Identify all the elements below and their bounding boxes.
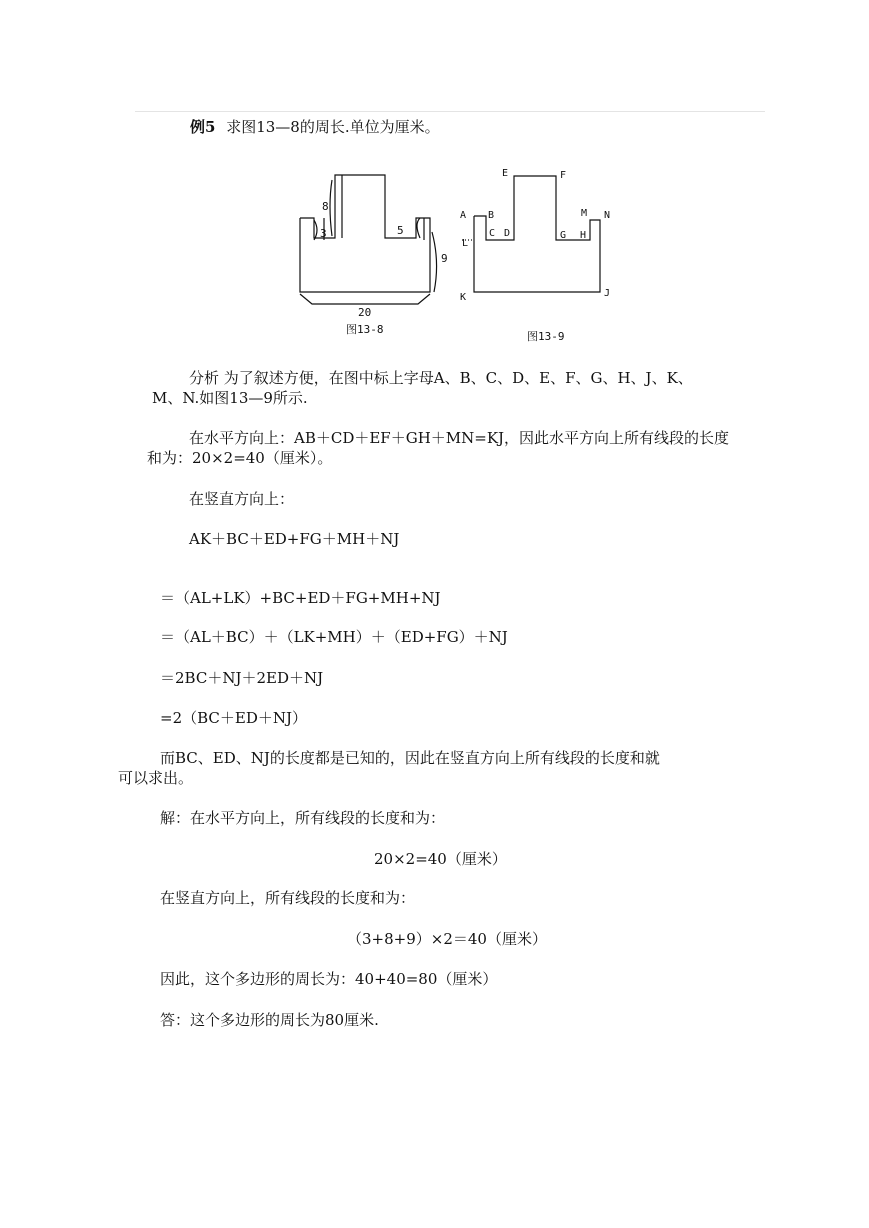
fig1-dim-3: 3 [320, 227, 327, 240]
vertical-eq-5: =2（BC＋ED＋NJ） [160, 709, 308, 727]
fig2-label-l: L [462, 238, 469, 249]
vertical-eq-2: ＝（AL+LK）+BC+ED＋FG+MH+NJ [160, 589, 441, 607]
fig2-label-a: A [460, 210, 467, 221]
fig1-brace-20 [300, 294, 430, 304]
fig1-dim-5: 5 [397, 224, 404, 237]
fig1-dim-9: 9 [441, 252, 448, 265]
fig2-label-e: E [502, 168, 509, 179]
solution-formula-2: （3+8+9）×2＝40（厘米） [347, 930, 547, 948]
fig1-brace-9 [432, 232, 437, 292]
analysis-line-2: M、N.如图13—9所示. [152, 389, 308, 407]
solution-line-1: 解：在水平方向上，所有线段的长度和为： [160, 809, 446, 827]
solution-line-2: 在竖直方向上，所有线段的长度和为： [160, 889, 416, 907]
analysis-line-1: 分析 为了叙述方便，在图中标上字母A、B、C、D、E、F、G、H、J、K、 [189, 369, 693, 387]
header-rule [135, 111, 765, 112]
solution-formula-1: 20×2=40（厘米） [374, 850, 507, 868]
fig2-label-c: C [489, 228, 496, 239]
fig2-label-k: K [460, 292, 467, 303]
known-line-1: 而BC、ED、NJ的长度都是已知的，因此在竖直方向上所有线段的长度和就 [160, 749, 660, 767]
fig2-label-f: F [560, 170, 567, 181]
fig1-caption: 图13-8 [346, 323, 384, 336]
fig2-caption: 图13-9 [527, 330, 565, 343]
fig2-label-g: G [560, 230, 567, 241]
figures-svg [290, 160, 630, 350]
fig1-brace-8 [330, 180, 332, 236]
horizontal-line-1: 在水平方向上：AB＋CD＋EF＋GH＋MN=KJ，因此水平方向上所有线段的长度 [189, 429, 730, 447]
example-heading [190, 118, 440, 136]
horizontal-line-2: 和为：20×2=40（厘米）。 [147, 449, 333, 467]
fig2-label-h: H [580, 230, 587, 241]
solution-line-3: 因此，这个多边形的周长为：40+40=80（厘米） [160, 970, 498, 988]
vertical-intro: 在竖直方向上： [189, 490, 295, 508]
solution-answer: 答：这个多边形的周长为80厘米. [160, 1011, 379, 1029]
example-label: 例5 [190, 118, 216, 136]
figure-area [290, 160, 630, 354]
fig1-dim-8: 8 [322, 200, 329, 213]
known-line-2: 可以求出。 [118, 769, 194, 787]
fig2-label-m: M [581, 208, 588, 219]
fig1-brace-5 [417, 218, 420, 238]
vertical-eq-4: ＝2BC＋NJ＋2ED＋NJ [160, 669, 324, 687]
example-question: 求图13—8的周长.单位为厘米。 [226, 118, 440, 136]
vertical-eq-3: ＝（AL＋BC）＋（LK+MH）＋（ED+FG）＋NJ [160, 628, 508, 646]
fig2-label-j: J [604, 288, 611, 299]
fig2-label-n: N [604, 210, 611, 221]
vertical-eq-1: AK＋BC＋ED+FG＋MH＋NJ [189, 530, 400, 548]
fig2-label-b: B [488, 210, 495, 221]
fig2-label-d: D [504, 228, 511, 239]
fig1-dim-20: 20 [358, 306, 372, 319]
